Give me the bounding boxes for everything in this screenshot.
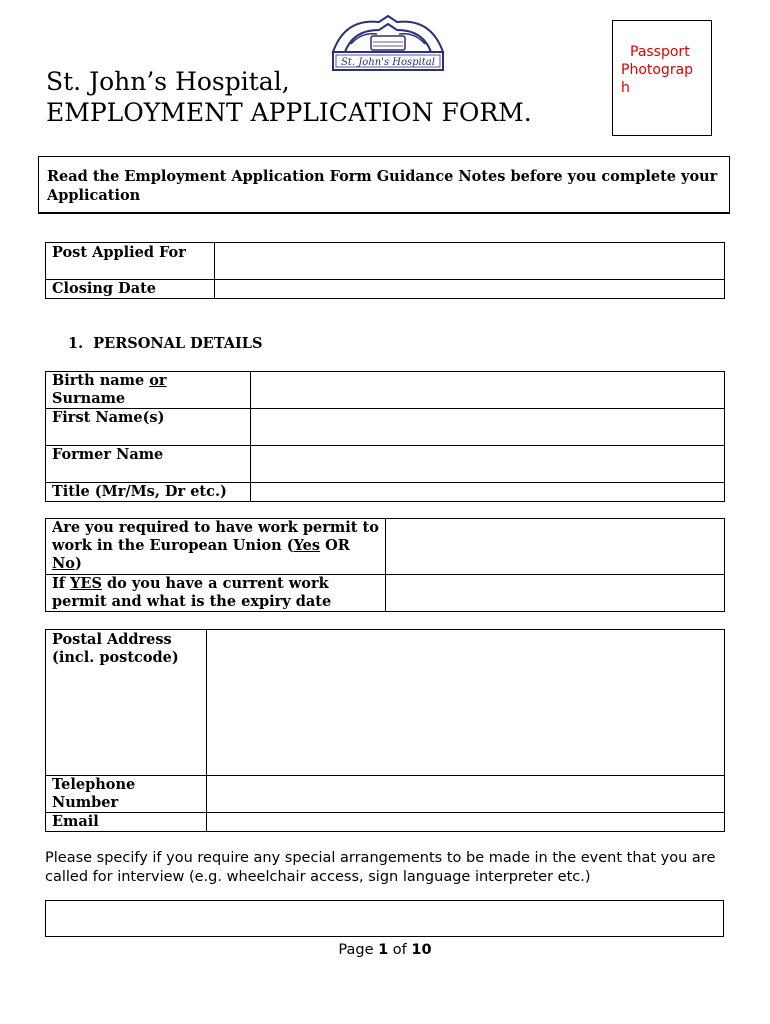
work-permit-table: [45, 518, 725, 612]
birth-name-label: Birth name or Surname: [46, 372, 251, 409]
postal-address-field[interactable]: [207, 630, 725, 776]
passport-photo-box: [612, 20, 712, 136]
postal-address-label: Postal Address (incl. postcode): [46, 630, 207, 776]
telephone-field[interactable]: [207, 776, 725, 813]
passport-photo-label: Passport Photograp h: [621, 44, 694, 96]
guidance-notice: Read the Employment Application Form Guidance Notes before you complete your Application: [38, 156, 730, 214]
title-field[interactable]: [251, 483, 725, 502]
former-name-field[interactable]: [251, 446, 725, 483]
hospital-logo: [327, 12, 449, 74]
first-names-field[interactable]: [251, 409, 725, 446]
post-applied-label: Post Applied For: [46, 243, 215, 280]
page-number: Page 1 of 10: [338, 942, 432, 958]
birth-name-field[interactable]: [251, 372, 725, 409]
personal-details-table: [45, 371, 725, 502]
closing-date-field[interactable]: [215, 280, 725, 299]
special-arrangements-field[interactable]: [45, 900, 724, 937]
work-permit-expiry-question: If YES do you have a current work permit and what is the expiry date: [46, 575, 386, 612]
special-arrangements-text: Please specify if you require any special arrangements to be made in the event that you are called for interview (e.g. wheelchair access, sign language interpreter etc.): [45, 850, 716, 885]
work-permit-question: Are you required to have work permit to work in the European Union (Yes OR No): [46, 519, 386, 575]
hospital-name: St. John’s Hospital,: [46, 67, 290, 96]
post-table: [45, 242, 725, 299]
work-permit-expiry-field[interactable]: [386, 575, 725, 612]
first-names-label: First Name(s): [46, 409, 251, 446]
former-name-label: Former Name: [46, 446, 251, 483]
telephone-label: Telephone Number: [46, 776, 207, 813]
contact-table: [45, 629, 725, 832]
email-field[interactable]: [207, 813, 725, 832]
work-permit-field[interactable]: [386, 519, 725, 575]
post-applied-field[interactable]: [215, 243, 725, 280]
closing-date-label: Closing Date: [46, 280, 215, 299]
logo-text: St. John's Hospital: [341, 57, 435, 68]
email-label: Email: [46, 813, 207, 832]
section-heading-personal: 1. PERSONAL DETAILS: [68, 335, 263, 352]
form-title: EMPLOYMENT APPLICATION FORM.: [46, 98, 532, 127]
title-label: Title (Mr/Ms, Dr etc.): [46, 483, 251, 502]
